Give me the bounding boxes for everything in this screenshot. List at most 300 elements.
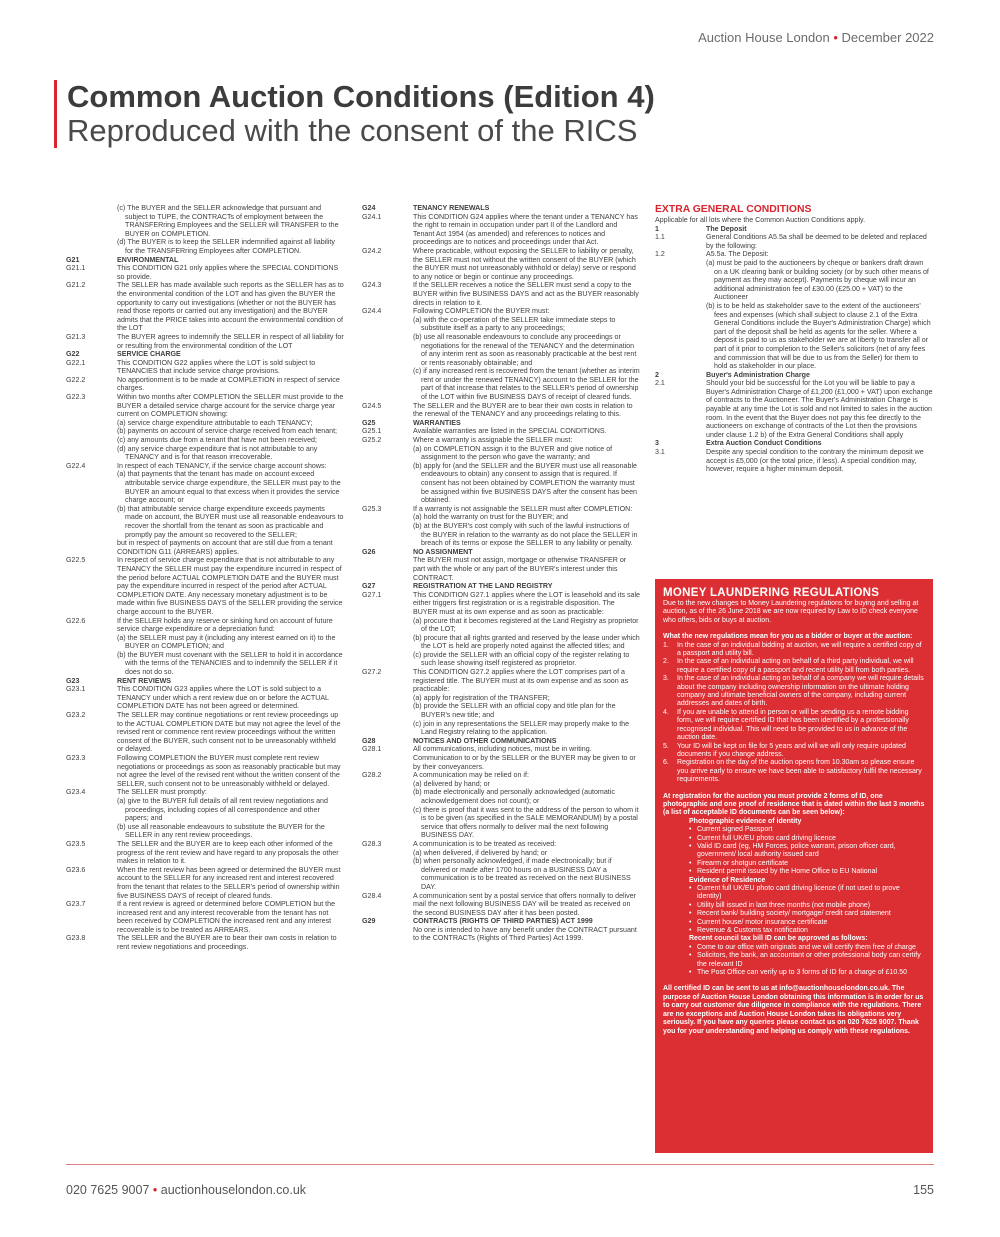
- bullet-icon: •: [689, 910, 692, 918]
- bullet-text: Solicitors, the bank, an accountant or other professional body can certify the relevant ID: [697, 952, 921, 968]
- clause-text: This CONDITION G23 applies where the LOT is sold subject to a TENANCY under which a rent review due on or before the ACTUAL COMPLETION DATE has not been agreed or determined.: [117, 685, 329, 711]
- condition-clause: [362, 333, 640, 367]
- clause-text: (a) the SELLER must pay it (including any interest earned on it) to the BUYER on COMPLETION; and: [117, 633, 336, 651]
- aml-point-text: Registration on the day of the auction opens from 10.30am so please ensure you arrive early to ensure we have been able to satisfactory fulfil the necessary requirements.: [677, 759, 922, 784]
- bullet-item: [689, 826, 925, 834]
- bullet-icon: •: [689, 943, 692, 951]
- condition-heading: [655, 439, 933, 448]
- clause-number: 2: [655, 370, 659, 379]
- condition-clause: [66, 617, 344, 634]
- header-brand: Auction House London: [698, 30, 830, 45]
- clause-text: Buyer's Administration Charge: [706, 370, 810, 379]
- clause-text: (c) provide the SELLER with an official copy of the register relating to such lease showing itself registered as proprietor.: [413, 650, 630, 668]
- extra-conditions-column: [655, 204, 933, 474]
- condition-clause: [66, 685, 344, 711]
- clause-text: (c) The BUYER and the SELLER acknowledge that pursuant and subject to TUPE, the CONTRACTs of employment between the TRANSFERring Employees and the SELLER will TRANSFER to the BUYER on COMPLETION.: [117, 204, 339, 238]
- clause-text: All communications, including notices, must be in writing. Communication to or by the SELLER or the BUYER may be given to or by their conveyancers.: [413, 745, 636, 771]
- bullet-item: [689, 927, 925, 935]
- clause-number: [66, 470, 117, 504]
- aml-point: [663, 759, 925, 784]
- aml-photo-list: [663, 826, 925, 876]
- clause-number: 1.2: [655, 250, 665, 259]
- bullet-icon: •: [689, 885, 692, 892]
- page-title: Common Auction Conditions (Edition 4): [67, 79, 655, 114]
- condition-clause: [66, 359, 344, 376]
- clause-text: A5.5a. The Deposit:: [706, 250, 769, 259]
- bullet-item: [689, 835, 925, 843]
- aml-points-list: [663, 642, 925, 785]
- condition-clause: [362, 668, 640, 694]
- aml-question: What the new regulations mean for you as a bidder or buyer at the auction:: [663, 633, 913, 641]
- clause-number: [362, 788, 413, 805]
- running-header: [698, 30, 934, 45]
- clause-text: (b) payments on account of service charge received from each tenant;: [117, 427, 338, 436]
- clause-number: [362, 926, 413, 943]
- bullet-icon: •: [689, 952, 692, 960]
- condition-heading: [66, 677, 344, 686]
- aml-point-number: 5.: [663, 742, 669, 750]
- clause-text: (a) give to the BUYER full details of all rent review negotiations and proceedings, including copies of all correspondence and other papers; and: [117, 796, 328, 823]
- condition-clause: [362, 367, 640, 401]
- bullet-icon: •: [689, 969, 692, 977]
- condition-heading: [362, 548, 640, 557]
- clause-number: G21.2: [66, 281, 86, 290]
- clause-text: A communication is to be treated as received:: [413, 839, 557, 848]
- bullet-text: Come to our office with originals and we will certify them free of charge: [697, 943, 916, 951]
- aml-point: [663, 743, 925, 760]
- clause-number: [655, 302, 706, 371]
- clause-text: Where a warranty is assignable the SELLER must:: [413, 436, 573, 445]
- aml-photo-heading: Photographic evidence of identity: [689, 817, 802, 825]
- clause-text: Following COMPLETION the BUYER must complete rent review negotiations or proceedings as soon as reasonably practicable but may not agree the level of the revised rent without the written consent of the SELLER, such consent not to be unreasonably withheld or delayed.: [117, 754, 341, 788]
- condition-clause: [362, 771, 640, 780]
- clause-number: [362, 367, 413, 401]
- clause-number: [362, 462, 413, 505]
- clause-text: SERVICE CHARGE: [117, 350, 181, 359]
- clause-number: G25.3: [362, 504, 382, 513]
- clause-text: The BUYER agrees to indemnify the SELLER in respect of all liability for or resulting from the environmental condition of the LOT: [117, 332, 344, 350]
- clause-number: [362, 634, 413, 651]
- bullet-text: Revenue & Customs tax notification: [697, 927, 808, 935]
- aml-residence-list: [663, 885, 925, 935]
- bullet-item: [689, 860, 925, 868]
- clause-text: The SELLER and the BUYER are to keep each other informed of the progress of the rent review and have regard to any proposals the other makes in relation to it.: [117, 839, 339, 866]
- clause-number: [362, 702, 413, 719]
- clause-text: Should your bid be successful for the Lot you will be liable to pay a Buyer's Administration Charge of £1,200 (£1,000 + VAT) upon exchange of contracts to the Auctioneer. The Buyer's Administration Charge is payable at any time the Lot is sold and not limited to sales in the auction room. In the event that the Buyer does not pay this fee directly to the auctioneers on exchange of contracts of the Lot then the provisions under clause 1.2 b) of the Extra General Conditions shall apply: [706, 379, 933, 439]
- condition-clause: [362, 849, 640, 858]
- aml-point-number: 1.: [663, 641, 669, 649]
- condition-heading: [655, 225, 933, 234]
- extra-conditions-list: [655, 225, 933, 474]
- clause-text: When the rent review has been agreed or determined the BUYER must account to the SELLER for any increased rent and interest recovered from the tenant that relates to the SELLER's period of ownership within five BUSINESS DAYS of receipt of cleared funds.: [117, 865, 341, 900]
- clause-number: G23.5: [66, 839, 86, 848]
- condition-clause: [66, 866, 344, 900]
- clause-text: (c) join in any representations the SELLER may properly make to the Land Registry relating to the application.: [413, 719, 630, 737]
- clause-text: The SELLER may continue negotiations or rent review proceedings up to the ACTUAL COMPLETION DATE but may not agree the level of the revised rent or commence rent review proceedings without the written consent of the BUYER, such consent not to be unreasonably withheld or delayed.: [117, 711, 341, 754]
- condition-clause: [66, 462, 344, 471]
- bullet-text: Utility bill issued in last three months (not mobile phone): [697, 901, 871, 909]
- condition-clause: [66, 376, 344, 393]
- clause-text: If a warranty is not assignable the SELLER must after COMPLETION:: [413, 504, 633, 513]
- condition-clause: [66, 556, 344, 616]
- clause-number: G22.4: [66, 461, 86, 470]
- bullet-item: [689, 868, 925, 876]
- aml-point-number: 2.: [663, 658, 669, 666]
- condition-clause: [66, 264, 344, 281]
- condition-clause: [655, 448, 933, 474]
- condition-heading: [362, 204, 640, 213]
- bullet-icon: •: [689, 868, 692, 876]
- clause-number: [362, 720, 413, 737]
- clause-text: (b) procure that all rights granted and reserved by the lease under which the LOT is held are properly noted against the affected titles; and: [413, 633, 640, 651]
- clause-text: (c) any amounts due from a tenant that have not been received;: [117, 436, 317, 445]
- clause-text: (b) that attributable service charge expenditure exceeds payments made on account, the BUYER must use all reasonable endeavours to recover the shortfall from the tenant as soon as practicable and promptly pay the amount so recovered to the SELLER;: [117, 504, 344, 539]
- condition-clause: [362, 702, 640, 719]
- clause-number: [66, 539, 117, 556]
- clause-number: 3.1: [655, 448, 665, 457]
- clause-text: (d) any service charge expenditure that is not attributable to any TENANCY and is for that reason irrecoverable.: [117, 444, 318, 462]
- aml-point-number: 3.: [663, 675, 669, 683]
- money-laundering-box: [655, 579, 933, 1153]
- clause-number: G28: [362, 736, 376, 745]
- bullet-text: Recent bank/ building society/ mortgage/ credit card statement: [697, 910, 891, 918]
- clause-text: Within two months after COMPLETION the SELLER must provide to the BUYER a detailed service charge account for the service charge year current on COMPLETION showing:: [117, 393, 344, 419]
- clause-number: G23.8: [66, 934, 86, 943]
- clause-number: G22: [66, 350, 80, 359]
- clause-text: (a) with the co-operation of the SELLER take immediate steps to substitute itself as a party to any proceedings;: [413, 315, 616, 333]
- condition-clause: [362, 556, 640, 582]
- clause-number: G25.2: [362, 436, 382, 445]
- clause-text: The SELLER must promptly:: [117, 788, 207, 797]
- clause-number: G25.1: [362, 427, 382, 436]
- clause-text: General Conditions A5.5a shall be deemed to be deleted and replaced by the following:: [706, 233, 927, 250]
- condition-clause: [66, 934, 344, 951]
- clause-text: (b) is to be held as stakeholder save to the extent of the auctioneers' fees and expenses (which shall subject to clause 2.1 of the Extra General Conditions include the Buyer's Administration Charge) which part of the deposit shall be held as agents for the seller. Where a deposit is paid to us as stakeholder we are at liberty to transfer all or part of it prior to completion to the Seller's solicitors (net of any fees and commission that will be due to us from the Seller) for them to hold as stakeholder in our place.: [706, 301, 931, 371]
- clause-number: G24.2: [362, 246, 382, 255]
- clause-number: [362, 780, 413, 789]
- clause-text: RENT REVIEWS: [117, 676, 171, 685]
- clause-number: G23.1: [66, 685, 86, 694]
- condition-clause: [66, 238, 344, 255]
- condition-clause: [66, 393, 344, 419]
- bullet-item: [689, 944, 925, 952]
- aml-point: [663, 658, 925, 675]
- aml-intro: Due to the new changes to Money Laundering regulations for buying and selling at auction, as of the 26 June 2018 we are now required by Law to ID check everyone who offers, bids or buys at auction.: [663, 600, 919, 624]
- aml-title: MONEY LAUNDERING REGULATIONS: [663, 587, 880, 599]
- clause-number: G22.1: [66, 358, 86, 367]
- clause-text: NO ASSIGNMENT: [413, 547, 473, 556]
- clause-text: Following COMPLETION the BUYER must:: [413, 307, 550, 316]
- clause-number: G24.4: [362, 307, 382, 316]
- condition-clause: [362, 617, 640, 634]
- clause-text: Where practicable, without exposing the SELLER to liability or penalty, the SELLER must not without the written consent of the BUYER (which the BUYER must not unreasonably withhold or delay) serve or respond to any notice or begin or continue any proceedings.: [413, 246, 636, 281]
- clause-number: G23: [66, 676, 80, 685]
- condition-clause: [66, 788, 344, 797]
- footer-contact: [66, 1183, 306, 1197]
- footer-website[interactable]: auctionhouselondon.co.uk: [160, 1183, 307, 1197]
- clause-number: G23.6: [66, 865, 86, 874]
- clause-text: (a) apply for registration of the TRANSFER;: [413, 693, 550, 702]
- condition-clause: [362, 402, 640, 419]
- clause-number: G22.3: [66, 393, 86, 402]
- clause-number: G28.2: [362, 771, 382, 780]
- clause-text: If the SELLER holds any reserve or sinking fund on account of future service charge expenditure or a depreciation fund:: [117, 616, 333, 634]
- bullet-text: The Post Office can verify up to 3 forms of ID for a charge of £10.50: [697, 969, 907, 977]
- clause-text: (b) at the BUYER's cost comply with such of the lawful instructions of the BUYER in relation to the warranty as do not place the SELLER in breach of its terms or expose the SELLER to any liability or penalty.: [413, 521, 638, 548]
- page-subtitle: Reproduced with the consent of the RICS: [67, 113, 638, 148]
- clause-number: G25: [362, 418, 376, 427]
- clause-number: [362, 694, 413, 703]
- clause-text: A communication may be relied on if:: [413, 771, 529, 780]
- conditions-column-2: [362, 204, 640, 943]
- condition-clause: [66, 333, 344, 350]
- clause-text: (d) The BUYER is to keep the SELLER indemnified against all liability for the TRANSFERring Employees after COMPLETION.: [117, 238, 335, 255]
- clause-number: [362, 651, 413, 668]
- clause-text: (a) that payments that the tenant has made on account exceed attributable service charge expenditure, the SELLER must pay to the BUYER an amount equal to that excess when it provides the service charge account; or: [117, 470, 341, 505]
- clause-text: but in respect of payments on account that are still due from a tenant CONDITION G11 (ARREARS) applies.: [117, 539, 333, 556]
- clause-text: (a) must be paid to the auctioneers by cheque or bankers draft drawn on a UK clearing bank or building society (or by such other means of payment as they may accept). Payments by cheque will incur an additional administration fee of £30.00 (£25.00 + VAT) to the Auctioneer: [706, 258, 929, 302]
- clause-text: In respect of service charge expenditure that is not attributable to any TENANCY the SELLER must pay the expenditure incurred in respect of the period before ACTUAL COMPLETION DATE and the BUYER must pay the expenditure incurred in respect of the period after ACTUAL COMPLETION DATE. Any necessary monetary adjustment is to be made within five BUSINESS DAYS of the SELLER providing the service charge account to the BUYER.: [117, 556, 343, 616]
- clause-text: The SELLER has made available such reports as the SELLER has as to the environmental condition of the LOT and has given the BUYER the opportunity to carry out investigations (whether or not the BUYER has read those reports or carried out any investigation) and the BUYER admits that the PRICE takes into account the environmental condition of the LOT: [117, 281, 344, 333]
- aml-point-text: In the case of an individual bidding at auction, we will require a certified copy of a passport and utility bill.: [677, 641, 922, 658]
- aml-point: [663, 642, 925, 659]
- aml-copy-list: [663, 944, 925, 978]
- condition-heading: [66, 350, 344, 359]
- condition-clause: [362, 213, 640, 247]
- clause-number: G24.5: [362, 401, 382, 410]
- clause-text: (b) apply for (and the SELLER and the BUYER must use all reasonable endeavours to obtain) any consent to assign that is required. If consent has not been obtained by COMPLETION the warranty must be assigned within five BUSINESS DAYS after the consent has been obtained.: [413, 461, 637, 505]
- aml-closing: All certified ID can be sent to us at info@auctionhouselondon.co.uk. The purpose of Auction House London obtaining this information is in order for us to carry out customer due diligence in compliance with the regulations. There are no exceptions and Auction House London takes its obligations very seriously. If you have any queries please contact us on 020 7625 9007. Thank you for your understanding and helping us comply with these regulations.: [663, 985, 924, 1035]
- clause-text: If a rent review is agreed or determined before COMPLETION but the increased rent and any interest recoverable from the tenant has not been received by COMPLETION the increased rent and any interest recoverable is to be treated as ARREARS.: [117, 900, 336, 934]
- condition-clause: [362, 840, 640, 849]
- clause-text: (c) if any increased rent is recovered from the tenant (whether as interim rent or under the renewed TENANCY) account to the SELLER for the part of that increase that relates to the SELLER's period of ownership of the LOT within five BUSINESS DAYS of receipt of cleared funds.: [413, 367, 640, 402]
- condition-clause: [66, 711, 344, 754]
- clause-number: G21.1: [66, 264, 86, 273]
- clause-text: NOTICES AND OTHER COMMUNICATIONS: [413, 736, 557, 745]
- clause-text: (b) made electronically and personally acknowledged (automatic acknowledgement does not count); or: [413, 788, 615, 805]
- condition-clause: [362, 892, 640, 918]
- clause-number: [362, 522, 413, 548]
- page-number: 155: [913, 1183, 934, 1197]
- clause-text: This CONDITION G24 applies where the tenant under a TENANCY has the right to remain in occupation under part II of the Landlord and Tenant Act 1954 (as amended) and references to notices and proceedings are to notices and proceedings under that Act.: [413, 212, 638, 247]
- clause-text: No one is intended to have any benefit under the CONTRACT pursuant to the CONTRACTs (Rights of Third Parties) Act 1999.: [413, 925, 637, 943]
- footer-divider: [66, 1164, 934, 1165]
- condition-clause: [655, 250, 933, 259]
- clause-text: (b) use all reasonable endeavours to substitute the BUYER for the SELLER in any rent review proceedings.: [117, 822, 325, 840]
- aml-point-number: 4.: [663, 708, 669, 716]
- condition-clause: [362, 436, 640, 445]
- footer-separator: •: [152, 1183, 158, 1197]
- condition-clause: [66, 797, 344, 823]
- clause-text: (a) when delivered, if delivered by hand; or: [413, 848, 548, 857]
- clause-number: [362, 556, 413, 582]
- bullet-item: [689, 885, 925, 902]
- clause-number: [66, 419, 117, 428]
- bullet-text: Current house/ motor insurance certificate: [697, 918, 828, 926]
- clause-number: [362, 333, 413, 367]
- condition-clause: [362, 694, 640, 703]
- aml-point: [663, 675, 925, 709]
- clause-text: (a) procure that it becomes registered at the Land Registry as proprietor of the LOT;: [413, 616, 639, 634]
- clause-number: G24.1: [362, 212, 382, 221]
- clause-number: [66, 651, 117, 677]
- clause-number: G28.1: [362, 745, 382, 754]
- clause-text: WARRANTIES: [413, 418, 461, 427]
- header-separator: •: [833, 30, 838, 45]
- condition-clause: [362, 462, 640, 505]
- clause-number: G22.5: [66, 556, 86, 565]
- condition-clause: [362, 522, 640, 548]
- aml-point-text: Your ID will be kept on file for 5 years and will we will only require updated documents if you change address.: [677, 742, 906, 758]
- condition-clause: [66, 823, 344, 840]
- bullet-icon: •: [689, 859, 692, 867]
- clause-number: G22.6: [66, 616, 86, 625]
- condition-heading: [362, 917, 640, 926]
- bullet-text: Valid ID card (eg, HM Forces, police warrant, prison officer card, government/ local authority issued card: [697, 842, 896, 859]
- clause-number: G27.2: [362, 668, 382, 677]
- clause-number: G29: [362, 917, 376, 926]
- clause-number: [66, 823, 117, 840]
- clause-text: REGISTRATION AT THE LAND REGISTRY: [413, 582, 553, 591]
- aml-point: [663, 709, 925, 743]
- clause-text: (b) the BUYER must covenant with the SELLER to hold it in accordance with the terms of the TENANCIES and to indemnify the SELLER if it does not do so.: [117, 650, 343, 677]
- bullet-item: [689, 910, 925, 918]
- condition-clause: [362, 806, 640, 840]
- condition-clause: [362, 281, 640, 307]
- clause-number: G24: [362, 204, 376, 212]
- condition-clause: [655, 379, 933, 439]
- clause-number: G23.4: [66, 788, 86, 797]
- condition-clause: [362, 634, 640, 651]
- clause-text: No apportionment is to be made at COMPLETION in respect of service charges.: [117, 375, 340, 393]
- clause-number: [655, 259, 706, 302]
- condition-heading: [362, 582, 640, 591]
- condition-clause: [66, 634, 344, 651]
- clause-text: (c) there is proof that it was sent to the address of the person to whom it is to be given (as specified in the SALE MEMORANDUM) by a postal service that offers normally to deliver mail the next following BUSINESS DAY.: [413, 805, 639, 840]
- aml-point-text: If you are unable to attend in person or will be sending us a remote bidding form, we will require certified ID that has been identified by a professionally recognised individual. This will need to be provided to us in advance of the auction date.: [677, 708, 909, 742]
- condition-clause: [362, 857, 640, 891]
- condition-clause: [655, 259, 933, 302]
- clause-text: Despite any special condition to the contrary the minimum deposit we accept is £5,000 (or the total price, if less). A special condition may, however, require a higher minimum deposit.: [706, 448, 924, 474]
- condition-clause: [66, 539, 344, 556]
- condition-clause: [362, 591, 640, 617]
- bullet-text: Resident permit issued by the Home Office to EU National: [697, 868, 878, 876]
- condition-clause: [66, 840, 344, 866]
- clause-text: The SELLER and the BUYER are to bear their own costs in relation to the renewal of the TENANCY and any proceedings relating to this.: [413, 401, 633, 419]
- clause-text: A communication sent by a postal service that offers normally to deliver mail the next following BUSINESS DAY will be treated as received on the second BUSINESS DAY after it has been posted.: [413, 891, 637, 917]
- condition-clause: [66, 900, 344, 934]
- bullet-icon: •: [689, 927, 692, 935]
- clause-number: [362, 806, 413, 840]
- clause-text: In respect of each TENANCY, if the service charge account shows:: [117, 461, 327, 470]
- clause-number: 2.1: [655, 379, 665, 388]
- clause-number: G23.7: [66, 900, 86, 909]
- condition-clause: [362, 247, 640, 281]
- clause-number: 3: [655, 439, 659, 448]
- condition-clause: [66, 427, 344, 436]
- clause-text: CONTRACTS (RIGHTS OF THIRD PARTIES) ACT 1999: [413, 917, 593, 926]
- bullet-icon: •: [689, 834, 692, 842]
- bullet-icon: •: [689, 918, 692, 926]
- conditions-column-1: [66, 204, 344, 952]
- clause-text: (a) hold the warranty on trust for the BUYER; and: [413, 513, 568, 522]
- aml-residence-heading: Evidence of Residence: [689, 876, 766, 884]
- clause-number: G26: [362, 547, 376, 556]
- clause-text: The BUYER must not assign, mortgage or otherwise TRANSFER or part with the whole or any part of the BUYER's interest under this CONTRACT.: [413, 556, 627, 582]
- clause-text: (a) delivered by hand; or: [413, 779, 490, 788]
- clause-number: G23.2: [66, 711, 86, 720]
- header-date: December 2022: [841, 30, 934, 45]
- clause-number: 1: [655, 224, 659, 233]
- clause-number: G28.4: [362, 891, 382, 900]
- clause-number: [362, 445, 413, 462]
- condition-clause: [66, 470, 344, 504]
- bullet-text: Firearm or shotgun certificate: [697, 859, 789, 867]
- bullet-icon: •: [689, 842, 692, 850]
- condition-clause: [362, 780, 640, 789]
- condition-clause: [362, 720, 640, 737]
- aml-point-number: 6.: [663, 759, 669, 767]
- condition-clause: [66, 204, 344, 238]
- bullet-item: [689, 902, 925, 910]
- clause-text: The SELLER and the BUYER are to bear their own costs in relation to rent review negotiations and proceedings.: [117, 934, 337, 952]
- clause-number: G27.1: [362, 590, 382, 599]
- aml-point-text: In the case of an individual acting on behalf of a company we will require details about the company including ownership information on the ultimate holding company and ultimate beneficial owners of the company, including current addresses and dates of birth.: [677, 675, 924, 708]
- clause-text: (b) provide the SELLER with an official copy and title plan for the BUYER's new title; and: [413, 702, 616, 720]
- condition-clause: [362, 505, 640, 514]
- condition-clause: [362, 788, 640, 805]
- bullet-icon: •: [689, 826, 692, 834]
- condition-clause: [655, 302, 933, 371]
- clause-text: This CONDITION G21 only applies where the SPECIAL CONDITIONS so provide.: [117, 264, 339, 281]
- title-block: [54, 80, 655, 148]
- condition-clause: [66, 281, 344, 333]
- clause-number: G27: [362, 582, 376, 591]
- clause-text: The Deposit: [706, 224, 747, 233]
- clause-number: [362, 513, 413, 522]
- condition-clause: [362, 651, 640, 668]
- condition-clause: [66, 505, 344, 539]
- footer-phone[interactable]: 020 7625 9007: [66, 1183, 150, 1197]
- condition-clause: [362, 513, 640, 522]
- clause-text: (a) on COMPLETION assign it to the BUYER and give notice of assignment to the person who gave the warranty; and: [413, 444, 613, 462]
- bullet-item: [689, 843, 925, 860]
- bullet-item: [689, 919, 925, 927]
- clause-number: [362, 617, 413, 634]
- clause-text: (b) when personally acknowledged, if made electronically; but if delivered or made after 1700 hours on a BUSINESS DAY a communication is to be treated as received on the next BUSINESS DAY.: [413, 857, 631, 891]
- condition-heading: [362, 419, 640, 428]
- clause-number: [66, 634, 117, 651]
- condition-clause: [66, 754, 344, 788]
- aml-point-text: In the case of an individual acting on behalf of a third party individual, we will require a certified copy of a passport and recent utility bill from both parties.: [677, 658, 914, 674]
- clause-number: [66, 436, 117, 445]
- aml-registration: At registration for the auction you must provide 2 forms of ID, one photographic and one proof of residence that is dated within the last 3 months (a list of acceptable ID documents can be seen below):: [663, 792, 925, 817]
- condition-clause: [362, 745, 640, 771]
- clause-number: [66, 505, 117, 539]
- condition-clause: [362, 316, 640, 333]
- clause-number: [66, 204, 117, 238]
- condition-clause: [362, 926, 640, 943]
- clause-number: G24.3: [362, 281, 382, 290]
- extra-conditions-intro: Applicable for all lots where the Common Auction Conditions apply.: [655, 216, 866, 224]
- clause-text: If the SELLER receives a notice the SELLER must send a copy to the BUYER within five BUSINESS DAYS and act as the BUYER reasonably directs in relation to it.: [413, 281, 639, 307]
- bullet-text: Current full UK/EU photo card driving licence (if not used to prove identity): [697, 885, 900, 901]
- clause-text: (a) service charge expenditure attributable to each TENANCY;: [117, 418, 313, 427]
- clause-number: [362, 316, 413, 333]
- clause-number: G28.3: [362, 839, 382, 848]
- aml-copy-heading: Recent council tax bill ID can be approved as follows:: [689, 935, 868, 943]
- condition-clause: [66, 436, 344, 445]
